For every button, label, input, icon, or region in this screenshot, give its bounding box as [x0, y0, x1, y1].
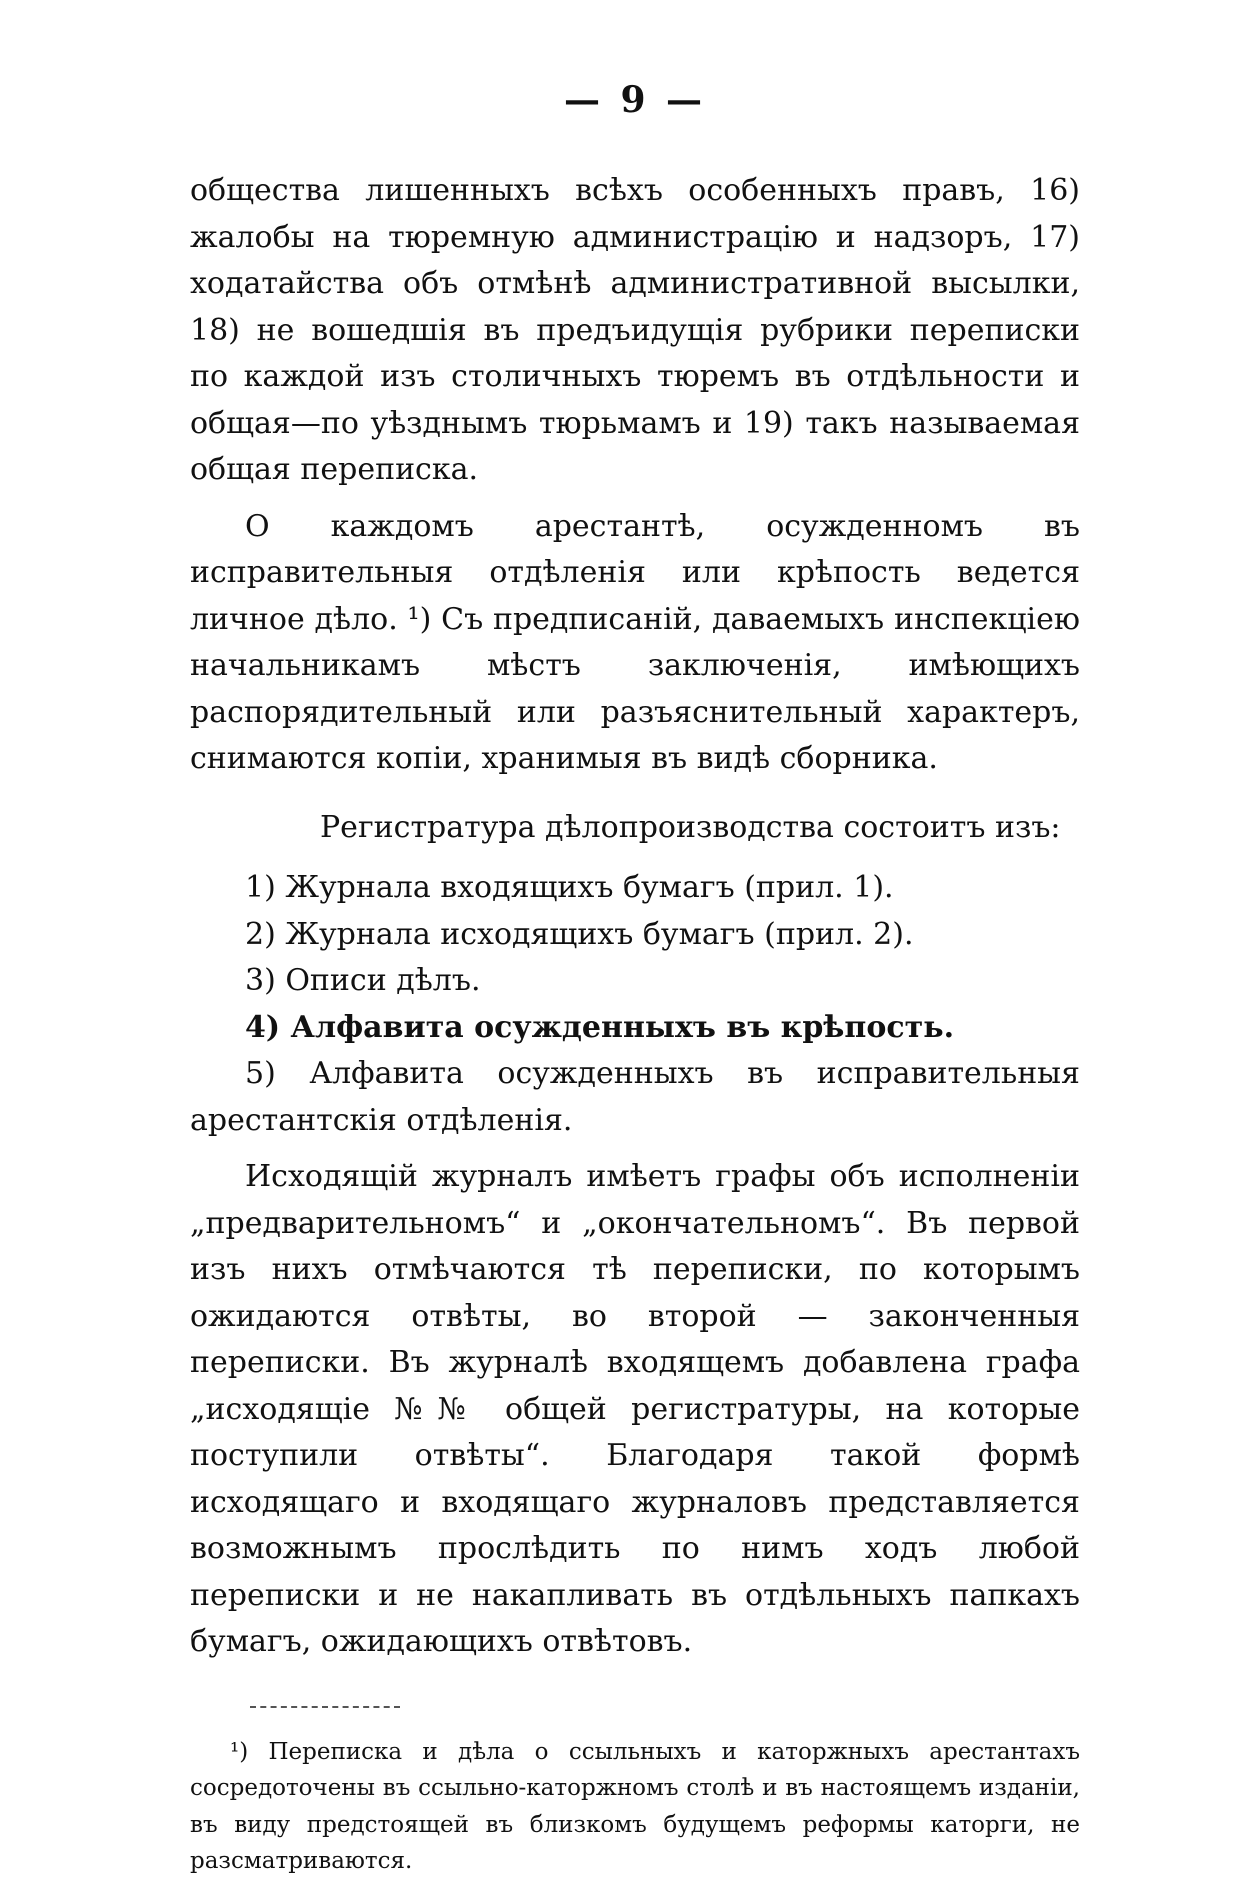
list-item: 3) Описи дѣлъ.	[245, 963, 481, 998]
document-page	[190, 70, 1080, 1874]
registry-heading: Регистратура дѣлопроизводства состоитъ изъ:	[320, 809, 1061, 845]
footnote-divider	[250, 1706, 400, 1708]
paragraph-personal-files: О каждомъ арестантѣ, осужденномъ въ исправительныя отдѣленія или крѣпость ведется личное дѣло. ¹) Съ предписаній, даваемыхъ инспекціею начальникамъ мѣстъ заключенія, имѣющихъ распорядительный или разъяснительный характеръ, снимаются копіи, хранимыя въ видѣ сборника.	[190, 508, 1080, 776]
list-item: 4) Алфавита осужденныхъ въ крѣпость.	[245, 1009, 955, 1045]
list-item: 2) Журнала исходящихъ бумагъ (прил. 2).	[245, 916, 914, 952]
page-number: — 9 —	[563, 79, 707, 121]
list-item: 1) Журнала входящихъ бумагъ (прил. 1).	[245, 870, 894, 905]
registry-list	[190, 865, 1080, 1144]
paragraph-continuation: общества лишенныхъ всѣхъ особенныхъ правъ, 16) жалобы на тюремную администрацію и надзоръ, 17) ходатайства объ отмѣнѣ административной высылки, 18) не вошедшія въ предъидущія рубрики переписки по каждой изъ столичныхъ тюремъ въ отдѣльности и общая—по уѣзднымъ тюрьмамъ и 19) такъ называемая общая переписка.	[190, 173, 1080, 487]
list-item: 5) Алфавита осужденныхъ въ исправительныя арестантскія отдѣленія.	[190, 1056, 1080, 1138]
footnote: ¹) Переписка и дѣла о ссыльныхъ и каторжныхъ арестантахъ сосредоточены въ ссыльно-каторжномъ столѣ и въ настоящемъ изданіи, въ виду предстоящей въ близкомъ будущемъ реформы каторги, не разсматриваются.	[190, 1738, 1080, 1874]
paragraph-outgoing-journal: Исходящій журналъ имѣетъ графы объ исполненіи „предварительномъ“ и „окончательномъ“. Въ первой изъ нихъ отмѣчаются тѣ переписки, по которымъ ожидаются отвѣты, во второй — законченныя переписки. Въ журналѣ входящемъ добавлена графа „исходящіе №№ общей регистратуры, на которые поступили отвѣты“. Благодаря такой формѣ исходящаго и входящаго журналовъ представляется возможнымъ прослѣдить по нимъ ходъ любой переписки и не накапливать въ отдѣльныхъ папкахъ бумагъ, ожидающихъ отвѣтовъ.	[190, 1159, 1080, 1659]
